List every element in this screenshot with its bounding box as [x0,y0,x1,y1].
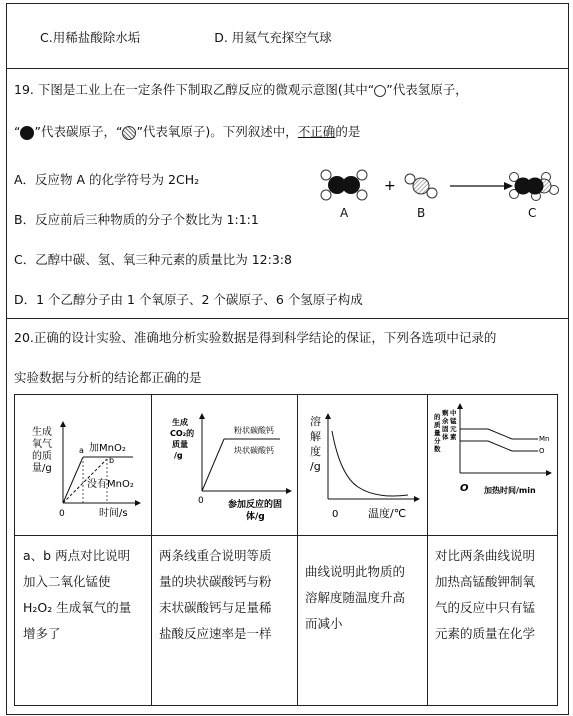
g1-ylabel-0: 生成 [32,427,52,438]
cell-option-b [159,543,295,647]
cell-c-line: 溶解度随温度升高 [305,590,406,605]
g2-label-powder: 粉状碳酸钙 [234,426,274,435]
reaction-diagram [318,166,563,226]
option-c-text: C.用稀盐酸除水垢 [40,30,141,45]
cell-option-d [435,543,553,647]
cell-option-c [305,559,425,637]
g1-ylabel-2: 的质 [32,451,52,462]
row-divider [6,68,569,69]
c-atom [527,178,544,195]
g3-ylabel-1: 解 [310,430,321,443]
cell-b-line: 量的块状碳酸钙与粉 [159,574,272,589]
g3-curve [332,431,408,496]
g2-origin: 0 [198,496,204,506]
g4-ylabel-5: 锰 [450,417,457,425]
g2-curve [202,439,224,491]
cell-d-line: 加热高锰酸钾制氧 [435,574,536,589]
cell-d-line: 对比两条曲线说明 [435,548,536,563]
graph-oxygen-mass [15,395,151,535]
q19-option-d: D．1 个乙醇分子由 1 个氧原子、2 个碳原子、6 个氢原子构成 [14,292,363,307]
cell-d-line: 气的反应中只有锰 [435,600,536,615]
g2-ylabel-3: /g [174,451,183,460]
g1-point-b: b [109,456,115,465]
cell-a-line: 增多了 [23,626,61,641]
q19-line1-text-b: ”代表氢原子， [386,82,468,97]
g4-ylabel-3: 体 [442,433,449,441]
cell-a-line: a、b 两点对比说明 [23,548,131,563]
g4-ylabel-6: 元 [450,425,457,433]
row-divider [6,318,569,319]
q19-line2-text-a: “ [14,124,21,139]
molecule-c [510,173,559,201]
g1-point-a: a [79,446,84,455]
g1-label-mno2: 加MnO₂ [89,443,126,454]
cell-b-line: 末状碳酸钙与足量稀 [159,600,272,615]
g2-xlabel-1: 体/g [246,512,265,522]
g4-ylabel-9: 质 [434,421,441,429]
q19-line2-text-c: ”代表氧原子)。下列叙述中， [136,124,298,139]
g4-ylabel-7: 素 [450,433,457,441]
hydrogen-atom-icon [374,85,386,97]
g4-ylabel-0: 剩 [442,409,449,417]
g4-ylabel-4: 中 [450,409,457,417]
q19-underlined-word: 不正确 [297,124,336,139]
q19-line1-text-a: 19. 下图是工业上在一定条件下制取乙醇反应的微观示意图(其中“ [14,82,375,97]
label-c: C [528,206,537,220]
graph-solubility [298,395,427,535]
row-divider [15,535,557,536]
q19-line2-text-d: 的是 [335,124,361,139]
g1-label-no-mno2: 没有MnO₂ [87,479,134,490]
graph-co2-mass [152,395,297,535]
q20-line1: 20.正确的设计实验、准确地分析实验数据是得到科学结论的保证，下列各选项中记录的 [14,330,497,345]
g1-origin: 0 [59,509,65,519]
h-atom [427,188,437,198]
h-atom [357,190,367,200]
cell-c-line: 曲线说明此物质的 [305,564,406,579]
o-atom [413,178,429,194]
cell-b-line: 两条线重合说明等质 [159,548,272,563]
g4-label-o: O [539,447,545,455]
q19-line2-text-b: ”代表碳原子，“ [34,124,123,139]
q19-option-c: C．乙醇中碳、氢、氧三种元素的质量比为 12:3:8 [14,252,292,267]
carbon-atom-icon [20,126,34,140]
g4-xlabel: 加热时间/min [484,486,536,495]
g1-ylabel-1: 氧气 [32,439,52,450]
cell-d-line: 元素的质量在化学 [435,626,536,641]
g2-ylabel-2: 质量 [172,440,188,449]
c-atom [342,176,360,194]
g4-origin: O [460,483,469,494]
g2-label-block: 块状碳酸钙 [234,446,274,455]
plus-sign: + [384,178,396,194]
g2-ylabel-1: CO₂的 [170,429,195,438]
label-b: B [417,206,426,220]
molecule-b [405,174,437,198]
cell-option-a [23,543,145,647]
oxygen-atom-icon [122,126,136,140]
label-a: A [340,206,349,220]
cell-a-line: 加入二氧化锰使 [23,574,111,589]
q19-line2 [14,124,360,140]
g1-curve-mno2 [63,457,83,503]
g4-ylabel-1: 余 [442,417,449,425]
option-d-text: D. 用氦气充探空气球 [214,30,332,45]
molecule-a [321,170,367,200]
g4-ylabel-11: 分 [434,437,441,445]
g3-xlabel: 温度/℃ [368,507,407,520]
g1-ylabel-3: 量/g [32,463,52,474]
g3-ylabel-3: /g [310,460,321,473]
g4-label-mn: Mn [539,435,550,443]
g3-origin: 0 [332,509,339,520]
q19-option-a: A．反应物 A 的化学符号为 2CH₂ [14,172,200,187]
g3-ylabel-2: 度 [310,445,321,458]
q19-line1 [14,82,468,98]
h-atom [321,190,331,200]
g2-ylabel-0: 生成 [172,418,188,427]
q19-option-b: B．反应前后三种物质的分子个数比为 1:1:1 [14,212,259,227]
g1-xlabel: 时间/s [99,508,128,519]
reaction-svg [318,166,563,226]
g3-ylabel-0: 溶 [310,415,321,428]
q20-options-table [14,394,558,706]
graph-mn-fraction [428,395,556,535]
h-atom [357,170,367,180]
g4-ylabel-8: 的 [434,413,441,421]
g4-ylabel-10: 量 [434,429,441,437]
top-options-row [40,28,402,46]
g2-xlabel-0: 参加反应的固 [228,500,283,510]
g4-ylabel-2: 固 [442,425,449,433]
g4-ylabel-12: 数 [434,445,441,453]
cell-c-line: 而减小 [305,616,343,631]
cell-b-line: 盐酸反应速率是一样 [159,626,272,641]
cell-a-line: H₂O₂ 生成氧气的量 [23,600,132,615]
h-atom [321,170,331,180]
reaction-arrow [450,182,513,190]
q20-line2: 实验数据与分析的结论都正确的是 [14,370,202,385]
